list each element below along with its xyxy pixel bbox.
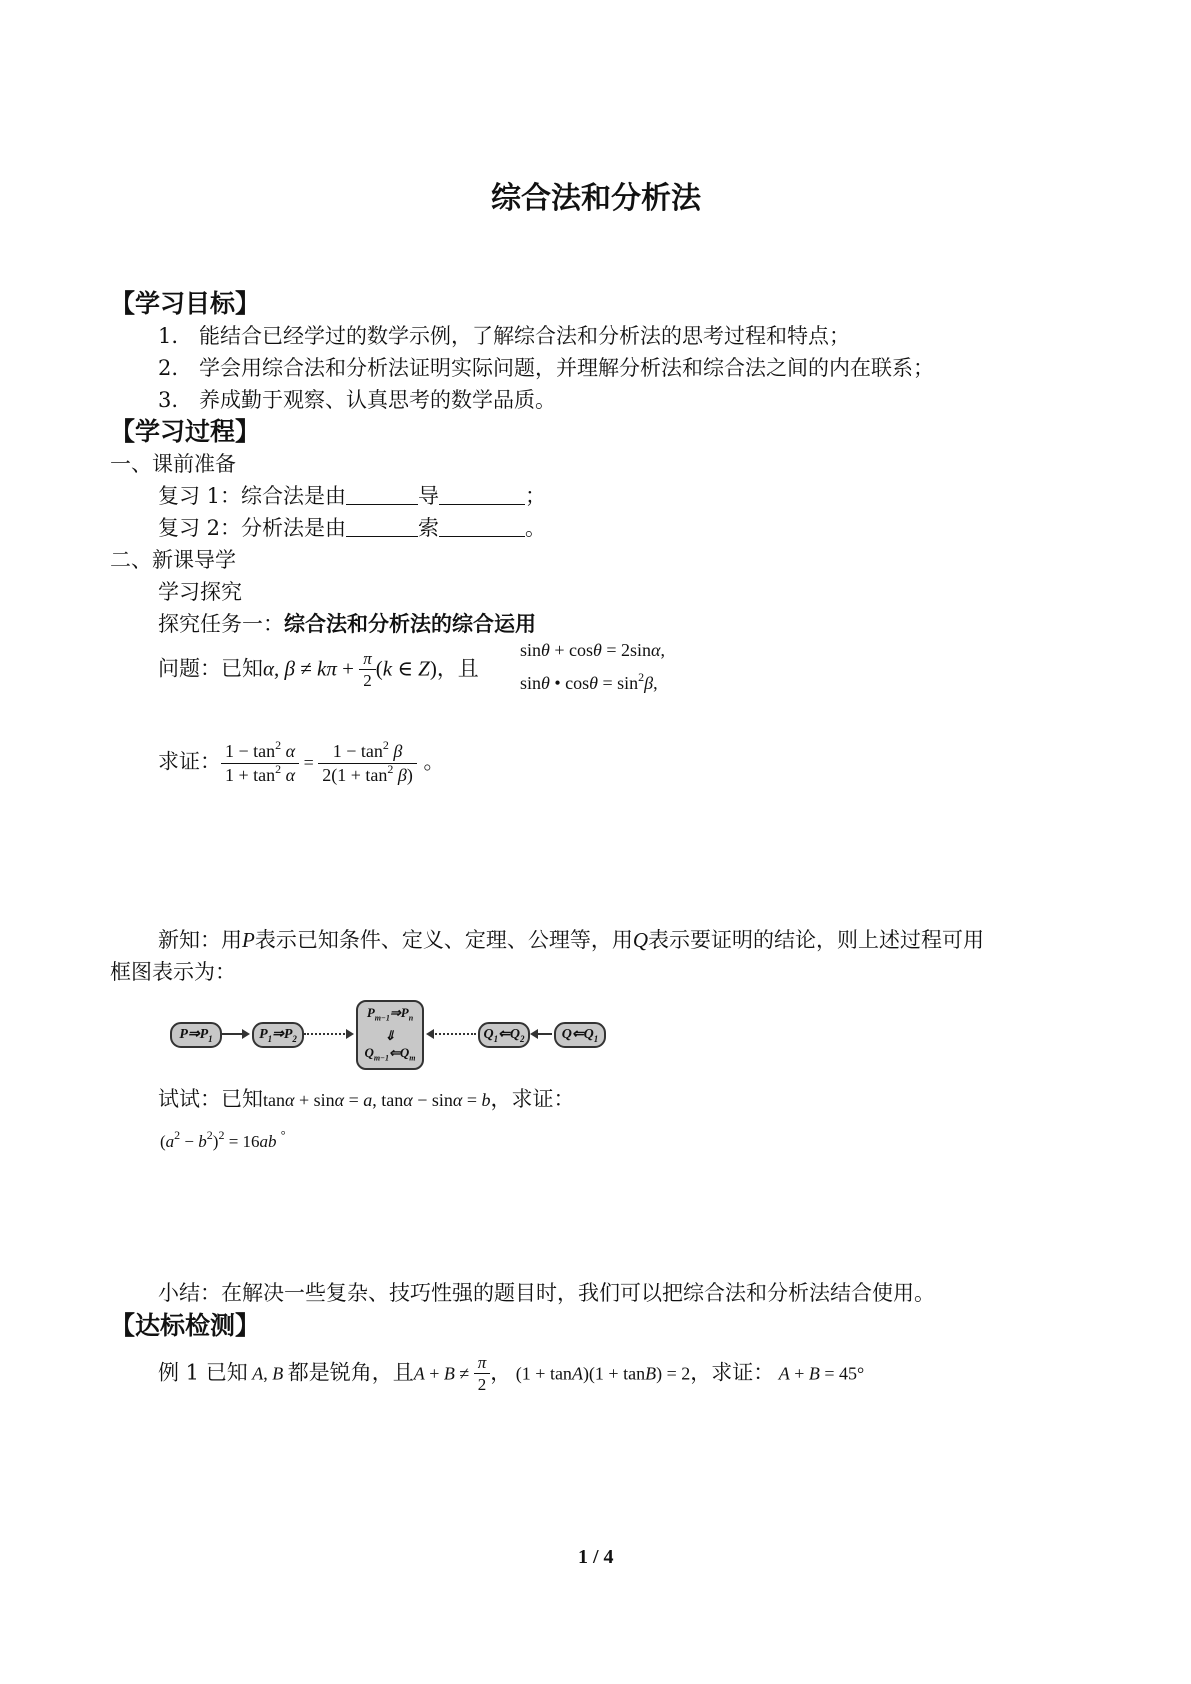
given-equation-2: sinθ • $\cos\theta = \sin^2\beta$,: [520, 670, 658, 693]
page-title: 综合法和分析法: [491, 181, 701, 216]
review-1-text-mid: 导: [418, 484, 440, 508]
flow-arrow: [536, 1033, 552, 1035]
problem-statement: 问题：已知α, β ≠ kπ + $\frac{\pi}{2}$ (k ∈ Z)，且: [158, 649, 479, 691]
flow-node-p1-p2: $P_1\Rightarrow P_2$: [252, 1022, 304, 1048]
new-knowledge-line-2: 框图表示为：: [110, 960, 236, 984]
fill-blank[interactable]: [439, 518, 525, 537]
review-1-text: 复习 1：综合法是由: [158, 484, 347, 508]
part-heading-preparation: 一、课前准备: [110, 452, 236, 476]
task-heading: 探究任务一：综合法和分析法的综合运用: [158, 612, 536, 636]
review-2: 复习 2：分析法是由 索 。: [158, 516, 547, 540]
try-formula: tanα + sinα = a, tanα − sinα = b: [263, 1090, 491, 1110]
prove-formula-left: $\frac{1 - \tan^2 \alpha}{1 + \tan^2 \alpha}$: [221, 740, 299, 786]
flow-node-q-q1: $Q⇐Q_1$: [554, 1022, 606, 1048]
flow-arrow-head: [242, 1029, 250, 1039]
section-heading-process: 【学习过程】: [110, 417, 261, 446]
prove-formula-right: $\frac{1 - \tan^2 \beta}{2(1 + \tan^2 \beta)}$: [318, 740, 417, 786]
given-equation-1: sinθ + cosθ = 2sinα,: [520, 640, 665, 660]
formula-alpha-beta: α: [263, 656, 275, 681]
goal-item-1: 1. 能结合已经学过的数学示例，了解综合法和分析法的思考过程和特点；: [158, 324, 851, 348]
fill-blank[interactable]: [346, 518, 418, 537]
try-statement: 试试：已知tanα + sinα = a, tanα − sinα = b，求证：: [158, 1087, 575, 1111]
page-number: 1 / 4: [578, 1546, 614, 1568]
flow-node-q1-q2: $Q_1⇐Q_2$: [478, 1022, 530, 1048]
try-prove-formula: $(a^2 - b^2)^2 = 16ab$ °: [160, 1128, 286, 1151]
flow-diagram: [166, 1000, 606, 1070]
fill-blank[interactable]: [439, 486, 525, 505]
goal-item-3: 3. 养成勤于观察、认真思考的数学品质。: [158, 388, 557, 412]
task-title: 综合法和分析法的综合运用: [284, 612, 536, 636]
new-knowledge-line-1: 新知：用P表示已知条件、定义、定理、公理等，用Q表示要证明的结论，则上述过程可用: [158, 928, 984, 952]
review-1: 复习 1：综合法是由 导 ；: [158, 484, 547, 508]
fill-blank[interactable]: [346, 486, 418, 505]
prove-statement: 求证： $\frac{1 - \tan^2 \alpha}{1 + \tan^2 \alpha}$ = $\frac{1 - \tan^2 \beta}{2(1 + \tan^2 \beta)}$ 。: [158, 738, 445, 785]
flow-dotted-arrow: [304, 1033, 348, 1035]
explore-heading: 学习探究: [158, 580, 242, 604]
flow-arrow: [222, 1033, 244, 1035]
part-heading-new-lesson: 二、新课导学: [110, 548, 236, 572]
flow-node-p-p1: $P\Rightarrow P_1$: [170, 1022, 222, 1048]
summary-text: 小结：在解决一些复杂、技巧性强的题目时，我们可以把综合法和分析法结合使用。: [158, 1281, 935, 1305]
goal-item-2: 2. 学会用综合法和分析法证明实际问题，并理解分析法和综合法之间的内在联系；: [158, 356, 935, 380]
example-1: 例 1 已知 A, B 都是锐角，且A + B ≠ $\frac{\pi}{2}$ ， (1 + tanA)(1 + tanB) = 2，求证： A + B = 45°: [158, 1353, 865, 1395]
review-2-text-mid: 索: [418, 516, 440, 540]
review-2-text: 复习 2：分析法是由: [158, 516, 347, 540]
section-heading-goals: 【学习目标】: [110, 289, 261, 318]
flow-dotted-arrow: [432, 1033, 476, 1035]
flow-node-center: $P_{m-1}\Rightarrow P_n$ ⇓ $Q_{m-1}⇐Q_m$: [356, 1000, 424, 1070]
flow-arrow-head: [346, 1029, 354, 1039]
section-heading-check: 【达标检测】: [110, 1311, 261, 1340]
